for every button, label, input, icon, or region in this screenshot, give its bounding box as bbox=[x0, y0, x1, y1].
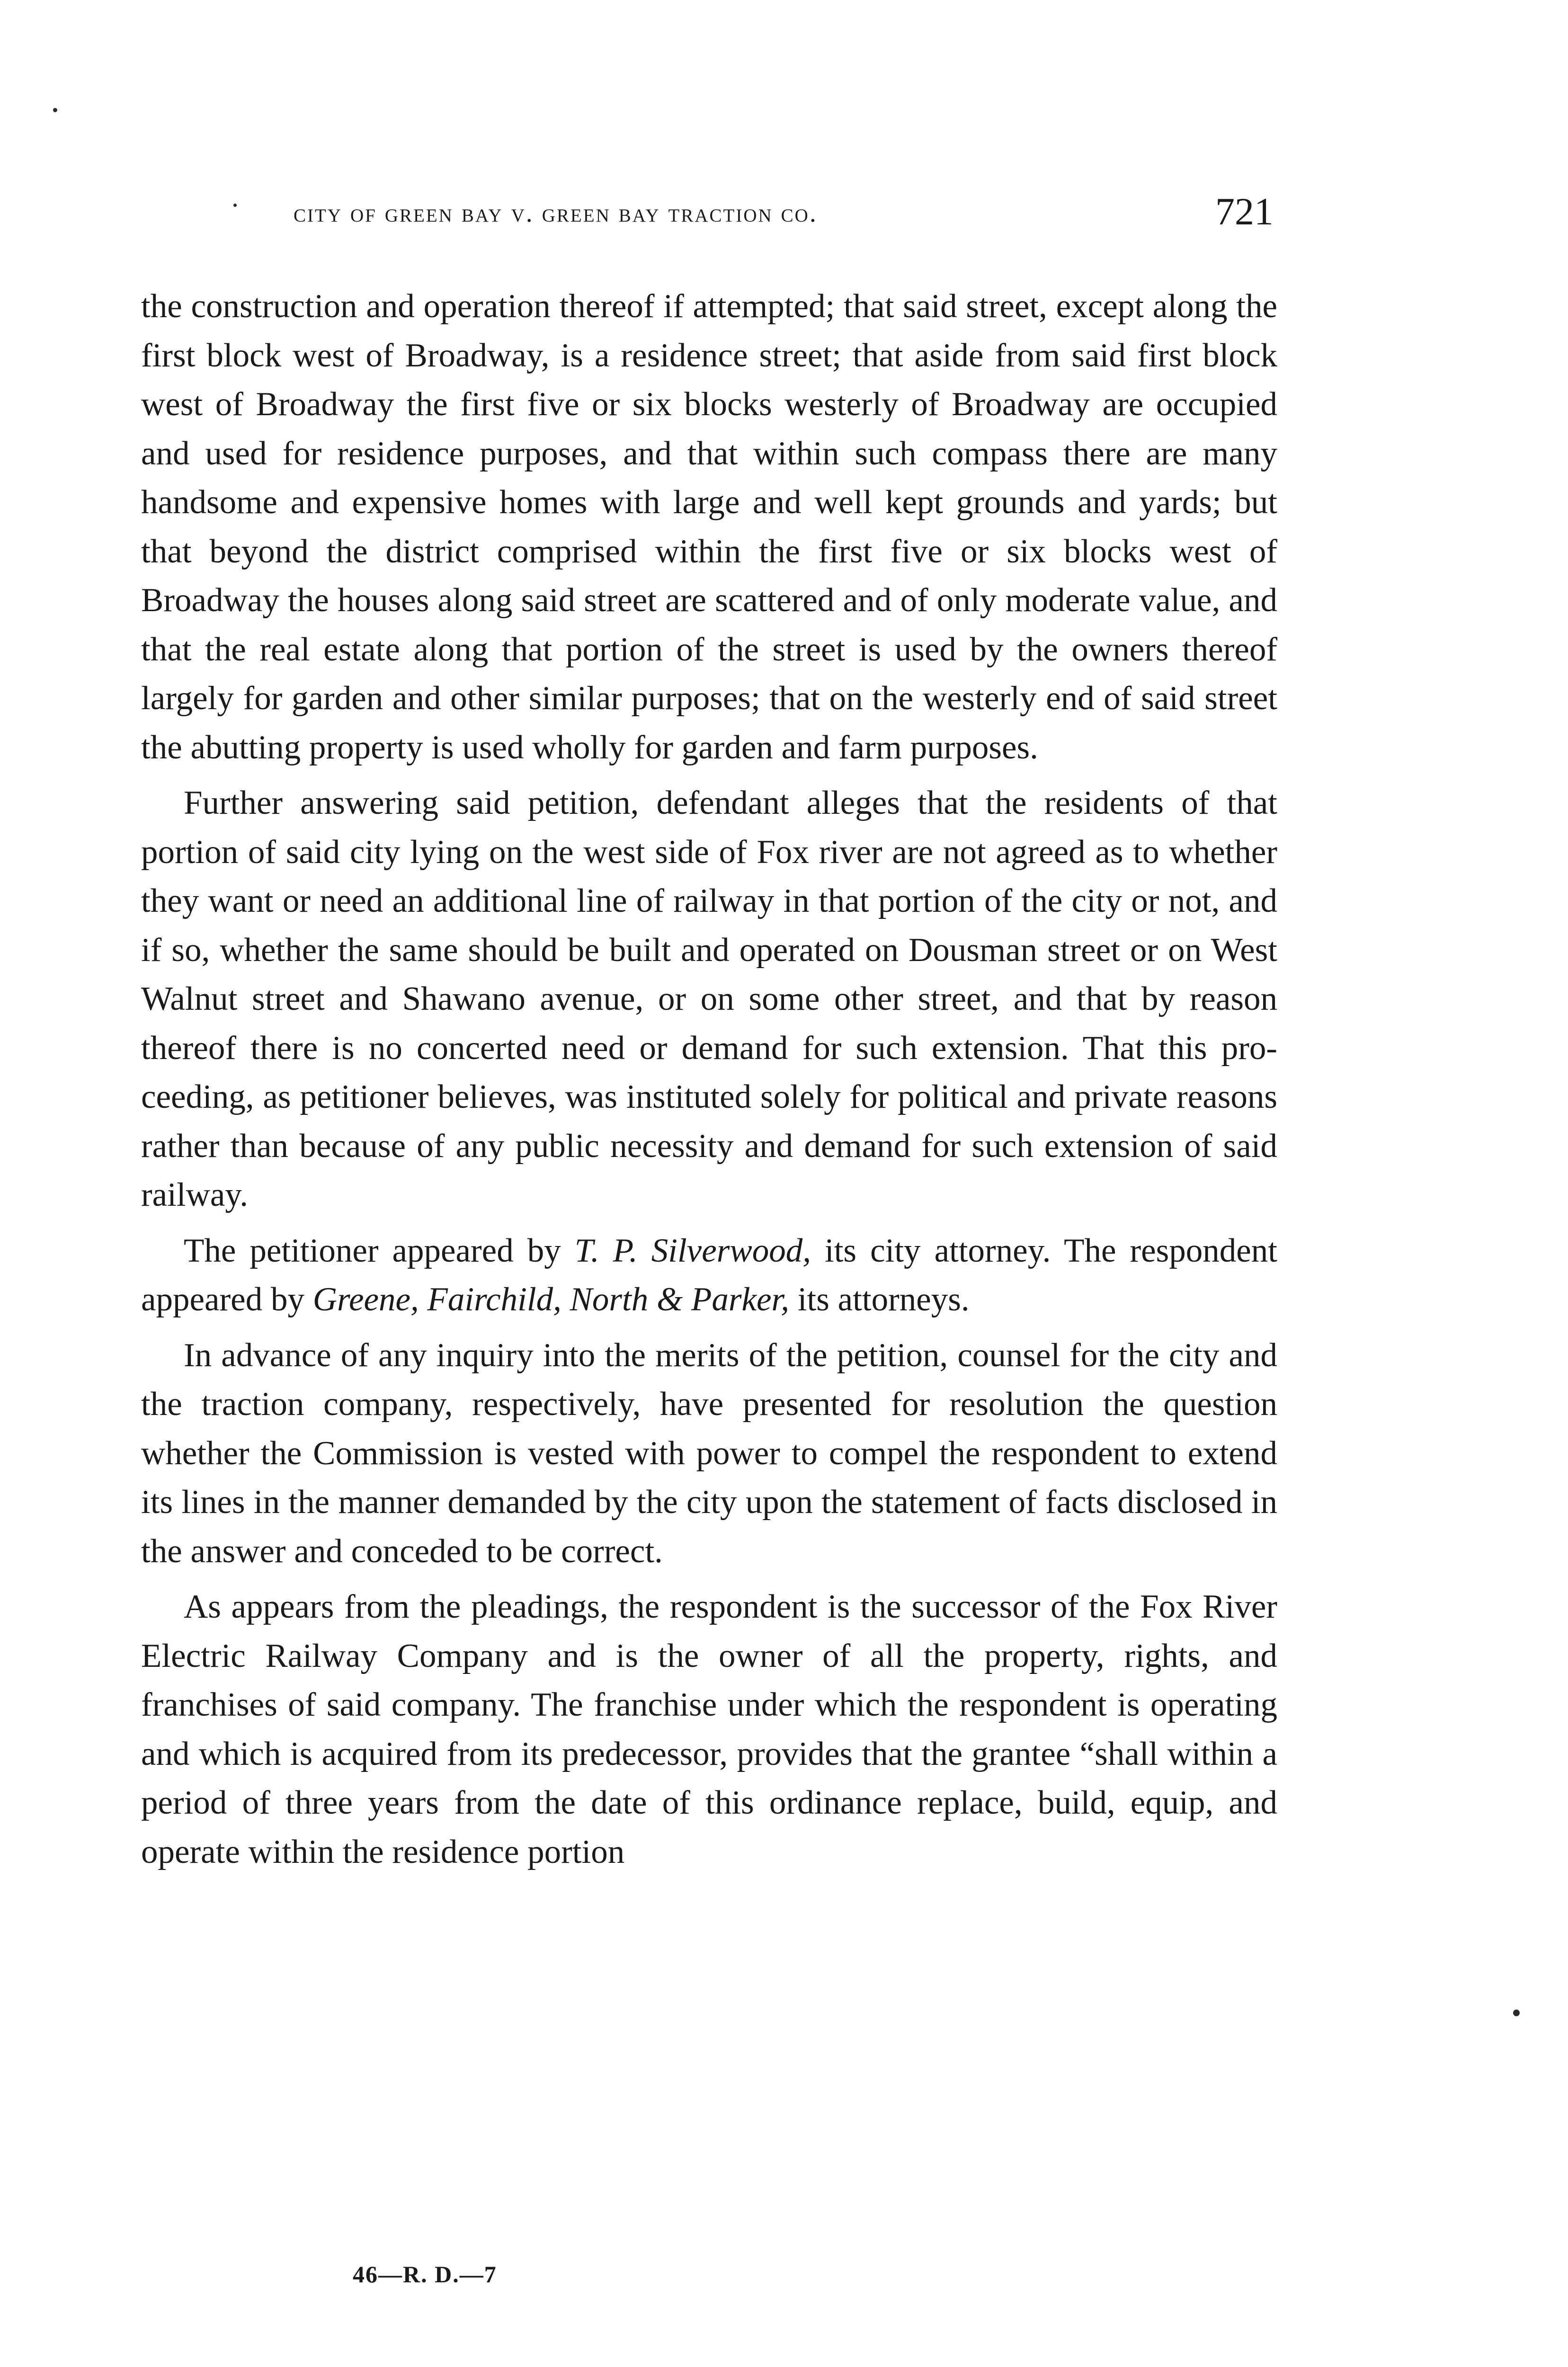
petitioner-attorney-name: T. P. Silverwood, bbox=[574, 1232, 811, 1269]
paragraph-in-advance: In advance of any inquiry into the merits of the petition, counsel for the city and the traction company, respectively, have presented for resolution the question whether the Commission is vested with power to compel the respondent to extend its lines in the manner demanded by the city upon the statement of facts disclosed in the answer and conceded to be correct. bbox=[141, 1336, 1277, 1570]
paragraph-as-appears: As appears from the pleadings, the respondent is the successor of the Fox River Electric Railway Company and is the owner of all the property, rights, and franchises of said company. The franchise under which the respondent is operating and which is acquired from its predecessor, provides that the grantee “shall within a period of three years from the date of this ordinance replace, build, equip, and operate within the residence portion bbox=[141, 1588, 1277, 1870]
appearances-text-1: The petitioner appeared by bbox=[184, 1232, 575, 1269]
paragraph-further-answering: Further answering said petition, defendant alleges that the residents of that portion of said city lying on the west side of Fox river are not agreed as to whether they want or need an additional line of railway in that portion of the city or not, and if so, whether the same should be built and operated on Dousman street or on West Walnut street and Shawano avenue, or on some other street, and that by reason thereof there is no concerted need or demand for such extension. That this proceeding, as petitioner believes, was instituted solely for political and private reasons rather than because of any public necessity and demand for such extension of said railway. bbox=[141, 784, 1277, 1213]
paragraph-appearances bbox=[141, 1227, 1277, 1325]
appearances-text-2: its city attorney. The respondent appeared by bbox=[141, 1232, 1278, 1318]
page-number: 721 bbox=[1215, 190, 1274, 233]
scan-speck bbox=[1513, 2010, 1520, 2016]
scan-speck bbox=[233, 204, 237, 207]
signature-mark: 46—R. D.—7 bbox=[353, 2261, 497, 2287]
appearances-text-3: its attorneys. bbox=[789, 1281, 970, 1318]
body-text bbox=[141, 282, 1277, 1883]
running-title: city of green bay v. green bay traction co. bbox=[294, 198, 818, 228]
running-head bbox=[275, 189, 1274, 241]
paragraph-continuation: the construction and operation thereof if attempted; that said street, except along the first block west of Broadway, is a residence street; that aside from said first block west of Broadway the first five or six blocks westerly of Broadway are occupied and used for residence purposes, and that within such compass there are many handsome and expensive homes with large and well kept grounds and yards; but that beyond the district comprised within the first five or six blocks west of Broadway the houses along said street are scattered and of only moderate value, and that the real estate along that portion of the street is used by the owners thereof largely for garden and other similar purposes; that on the westerly end of said street the abutting property is used wholly for garden and farm purposes. bbox=[141, 288, 1277, 766]
scan-speck bbox=[53, 108, 57, 112]
respondent-attorneys-name: Greene, Fairchild, North & Parker, bbox=[312, 1281, 790, 1318]
